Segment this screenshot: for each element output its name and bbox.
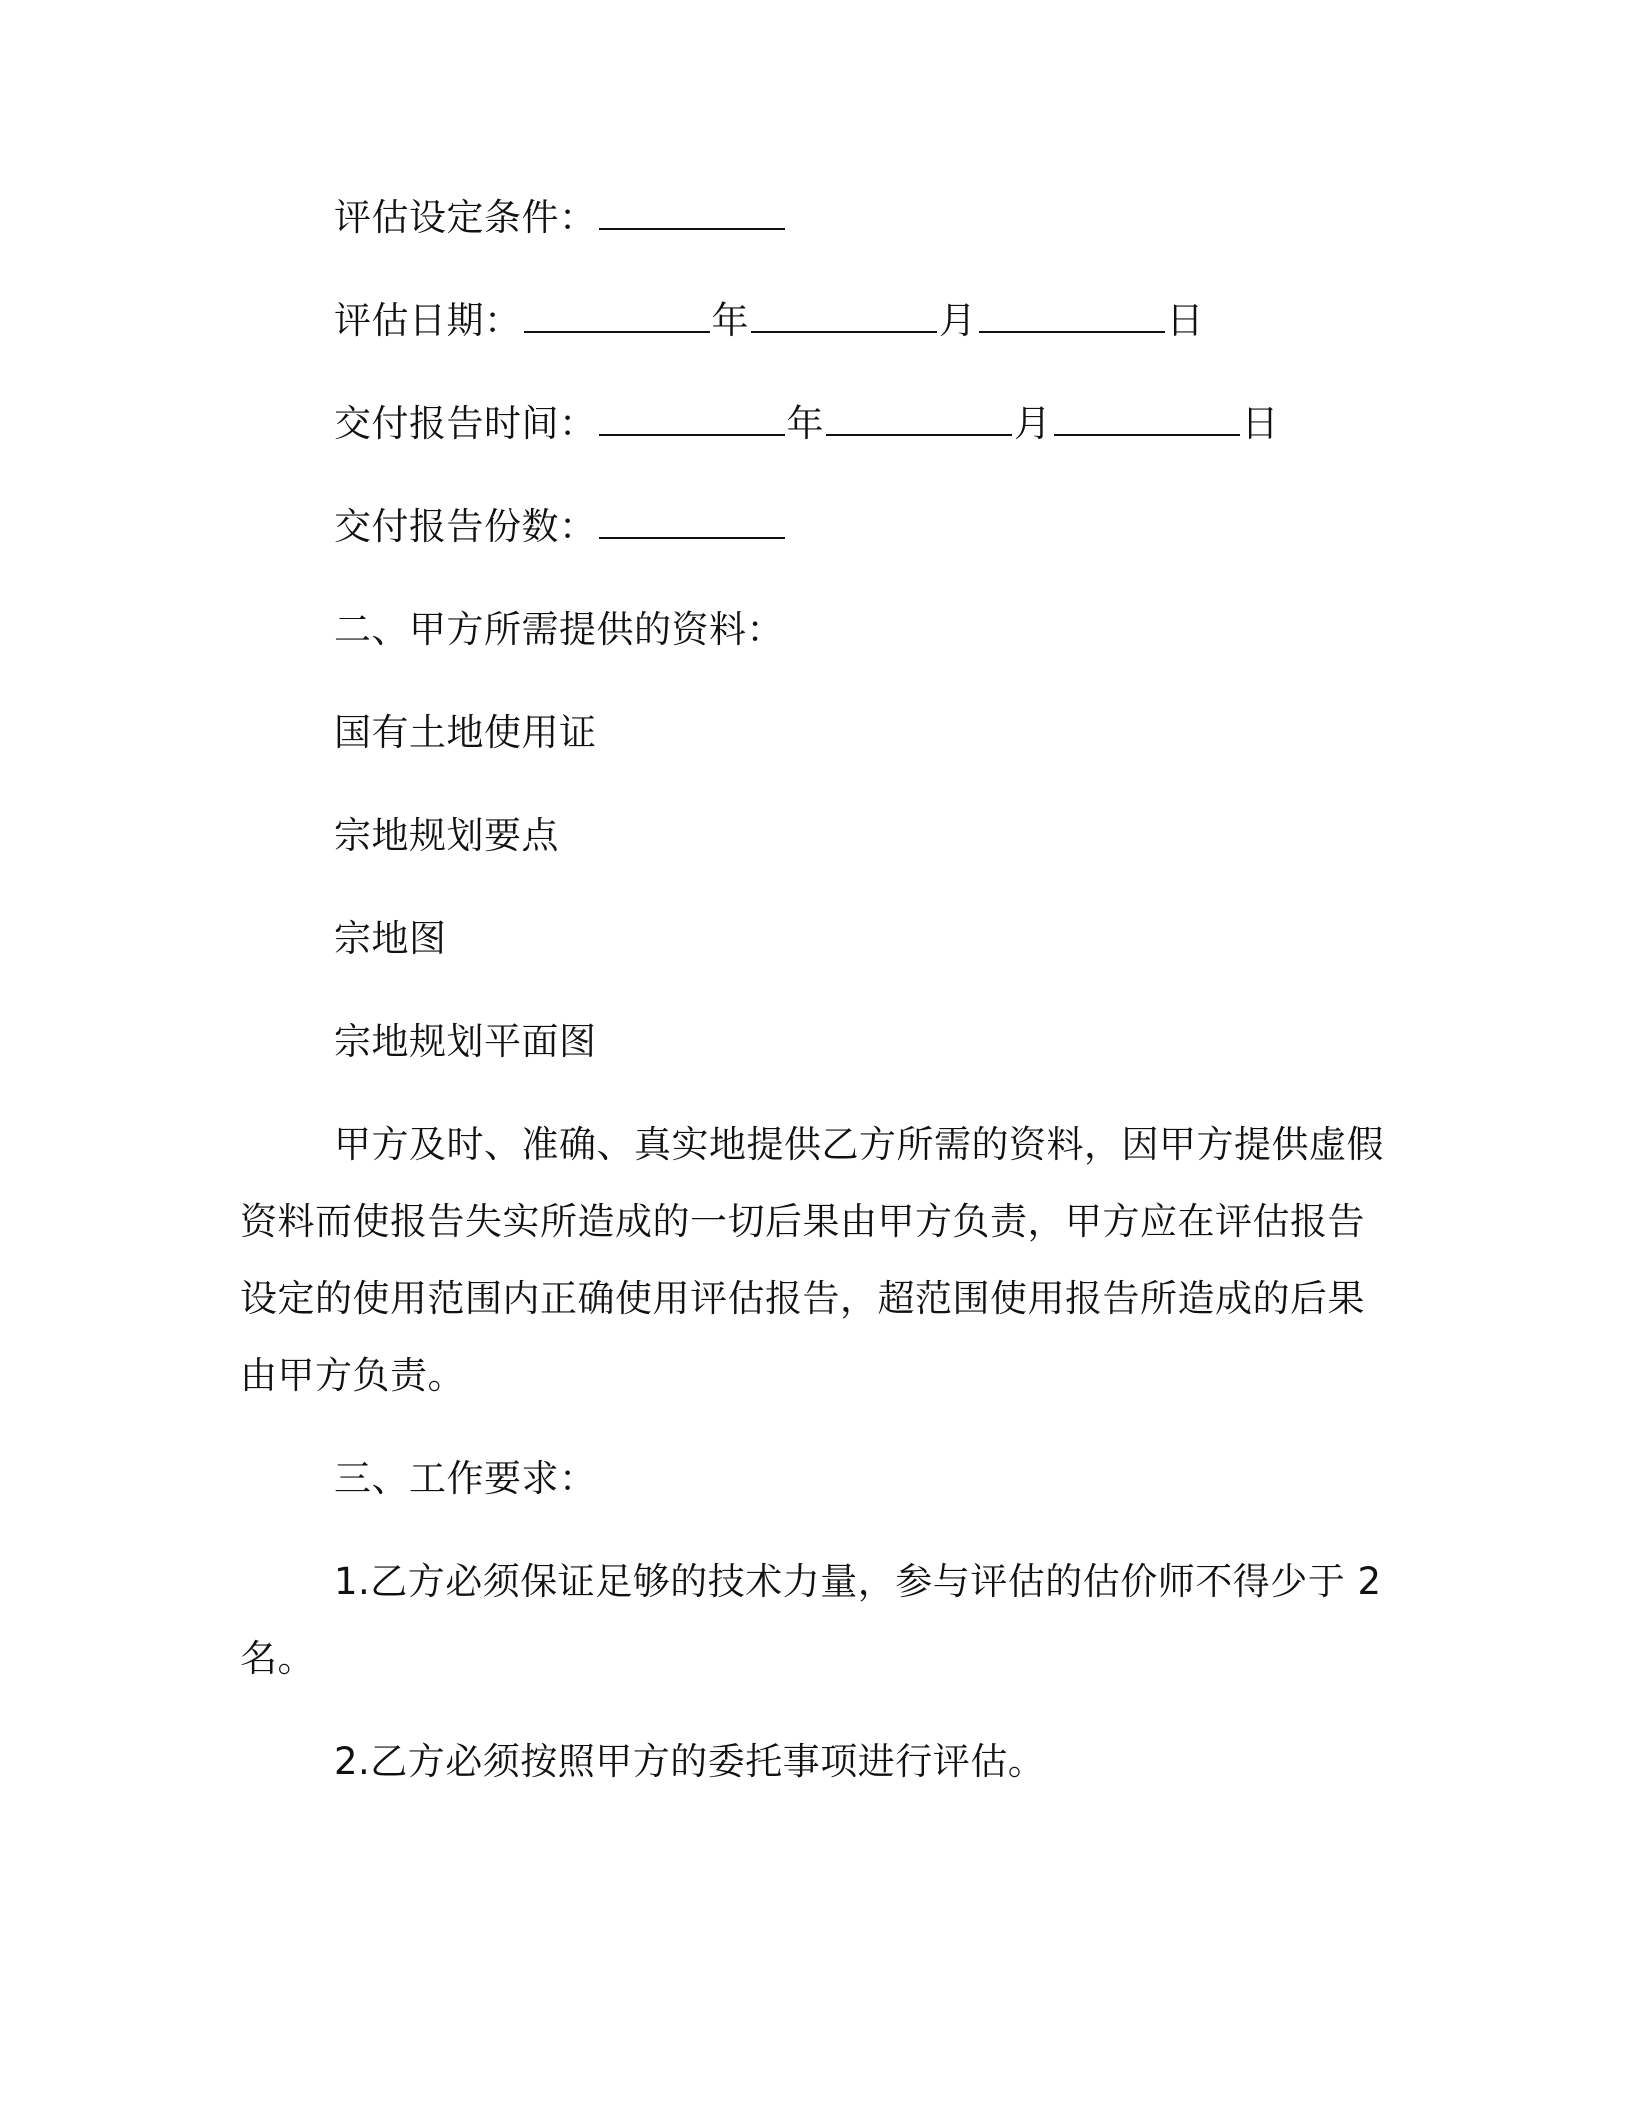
report-copies-label: 交付报告份数： <box>334 505 597 548</box>
day-label: 日 <box>1241 402 1279 445</box>
requirement-1-line: 名。 <box>240 1637 315 1680</box>
delivery-time-line <box>334 398 1279 450</box>
paragraph-line: 由甲方负责。 <box>240 1354 465 1397</box>
assessment-date-label: 评估日期： <box>334 299 522 342</box>
list-item: 宗地规划平面图 <box>334 1020 597 1063</box>
paragraph-line: 设定的使用范围内正确使用评估报告，超范围使用报告所造成的后果 <box>240 1277 1365 1320</box>
assessment-conditions-line <box>334 192 787 244</box>
year-label: 年 <box>786 402 824 445</box>
list-item: 国有土地使用证 <box>334 711 597 754</box>
section3-heading: 三、工作要求： <box>334 1457 597 1500</box>
list-item: 宗地图 <box>334 917 447 960</box>
list-item: 宗地规划要点 <box>334 814 559 857</box>
assessment-date-year-blank <box>524 301 710 333</box>
requirement-1-line: 1.乙方必须保证足够的技术力量，参与评估的估价师不得少于 2 <box>334 1560 1382 1603</box>
requirement-2: 2.乙方必须按照甲方的委托事项进行评估。 <box>334 1740 1046 1783</box>
paragraph-line: 甲方及时、准确、真实地提供乙方所需的资料，因甲方提供虚假 <box>334 1123 1384 1166</box>
month-label: 月 <box>1014 402 1052 445</box>
paragraph-line: 资料而使报告失实所造成的一切后果由甲方负责，甲方应在评估报告 <box>240 1200 1365 1243</box>
assessment-date-month-blank <box>751 301 937 333</box>
assessment-date-line <box>334 295 1204 347</box>
section2-heading: 二、甲方所需提供的资料： <box>334 608 784 651</box>
delivery-time-month-blank <box>826 404 1012 436</box>
delivery-time-label: 交付报告时间： <box>334 402 597 445</box>
assessment-conditions-label: 评估设定条件： <box>334 196 597 239</box>
assessment-conditions-blank <box>599 198 785 230</box>
day-label: 日 <box>1166 299 1204 342</box>
delivery-time-year-blank <box>599 404 785 436</box>
report-copies-line <box>334 501 787 553</box>
delivery-time-day-blank <box>1054 404 1240 436</box>
month-label: 月 <box>939 299 977 342</box>
year-label: 年 <box>711 299 749 342</box>
report-copies-blank <box>599 507 785 539</box>
assessment-date-day-blank <box>979 301 1165 333</box>
